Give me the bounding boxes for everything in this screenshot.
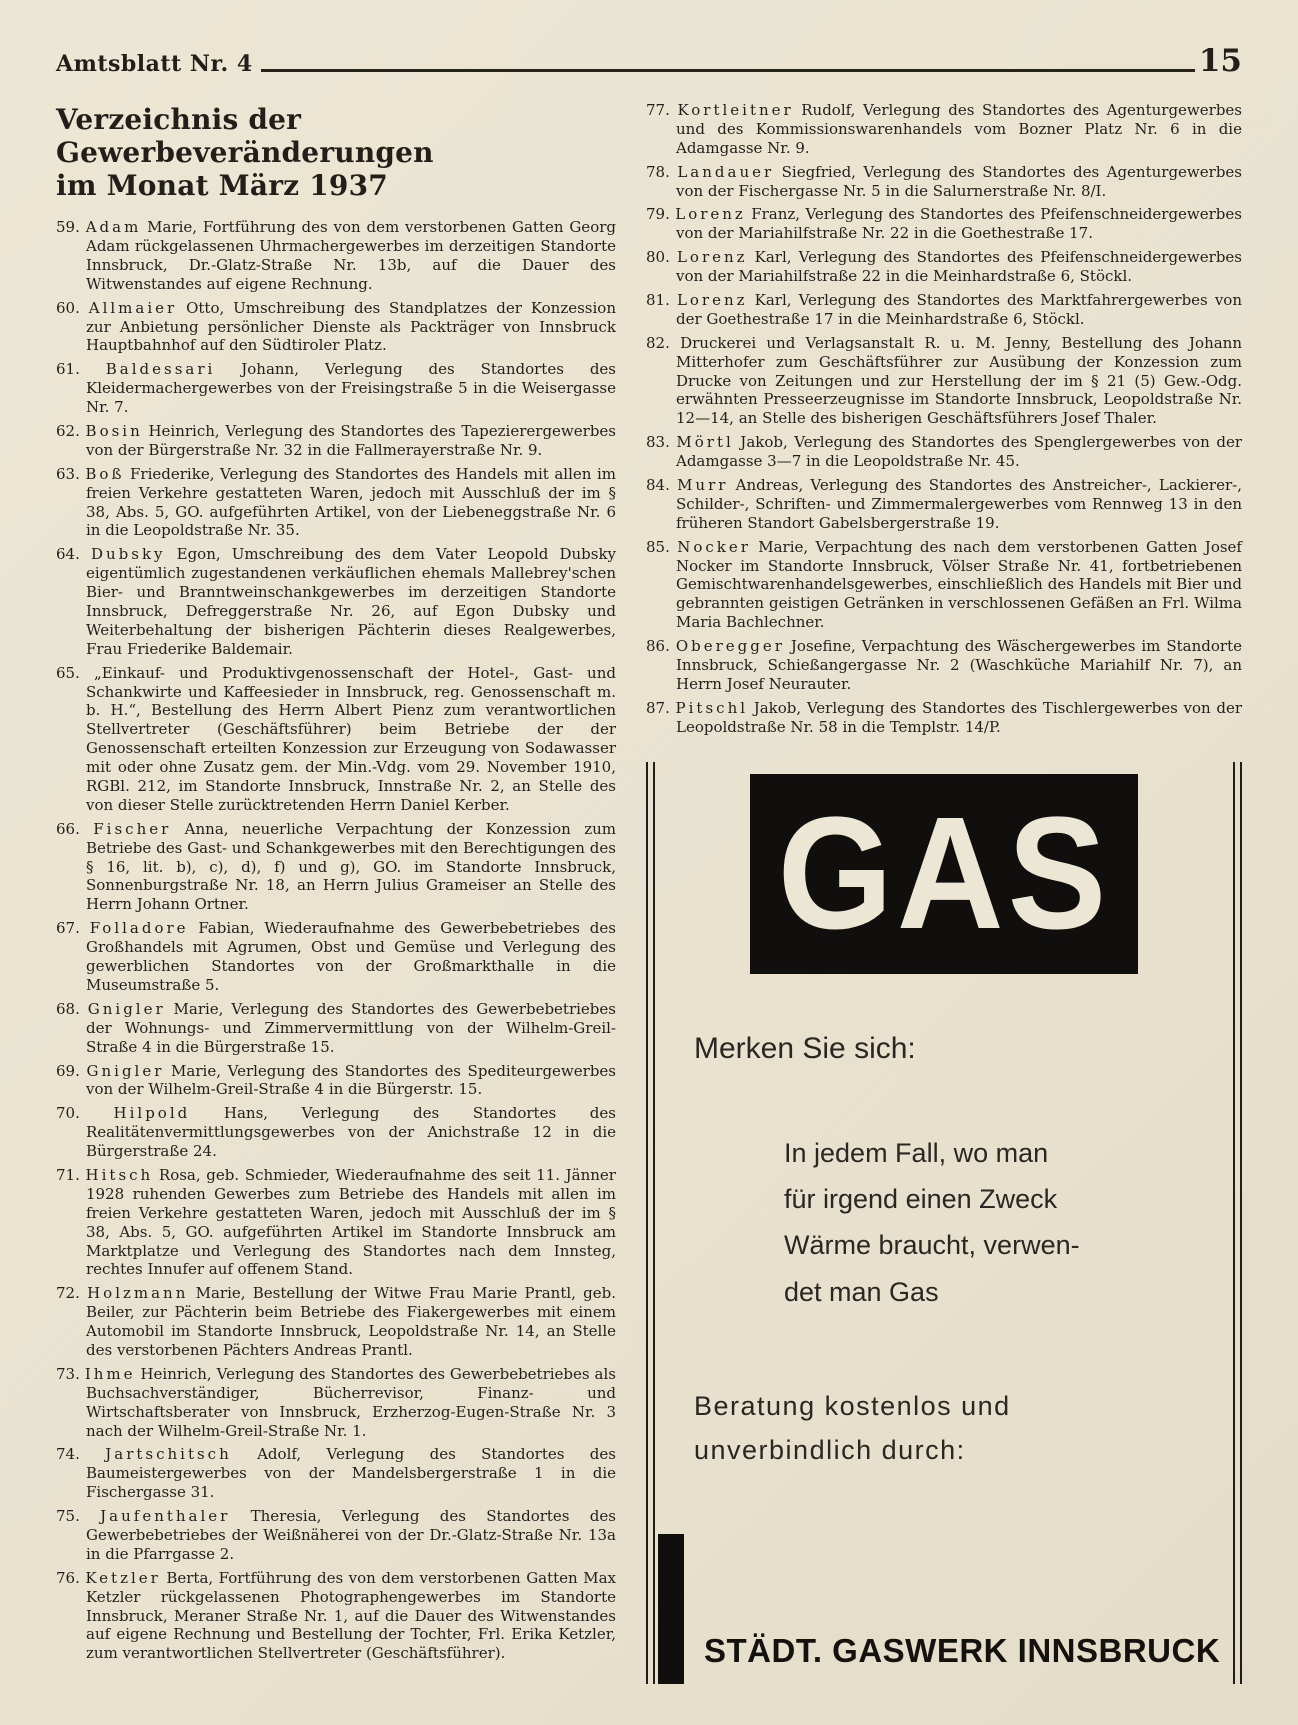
ad-company-name: STÄDT. GASWERK INNSBRUCK (704, 1632, 1221, 1669)
gazette-entry (56, 299, 616, 356)
gazette-entry (646, 699, 1242, 737)
entry-text: Theresia, Verlegung des Standortes des Gewerbebetriebes der Weißnäherei von der Dr.-Glatz-Straße Nr. 13a in die Pfarrgasse 2. (86, 1507, 616, 1563)
entry-name: Lorenz (675, 205, 746, 224)
ad-right-rule (1233, 762, 1242, 1684)
entry-number: 67. (56, 919, 80, 938)
entry-text: Anna, neuerliche Verpachtung der Konzession zum Betriebe des Gast- und Schankgewerbes mit den Berechtigungen des § 16, lit. b), c), d), f) und g), GO. im Standorte Innsbruck, Sonnenburgstraße Nr. 18, an Herrn Julius Grameiser an Stelle des Herrn Johann Ortner. (86, 819, 616, 914)
gazette-entry (56, 1365, 616, 1441)
ad-body-line: In jedem Fall, wo man (784, 1137, 1049, 1168)
entry-text: Marie, Bestellung der Witwe Frau Marie Prantl, geb. Beiler, zur Pächterin beim Betriebe des Fiakergewerbes mit einem Automobil im Standorte Innsbruck, Leopoldstraße Nr. 14, an Stelle des verstorbenen Pächters Andreas Prantl. (86, 1284, 616, 1359)
entry-number: 70. (56, 1104, 80, 1123)
entry-text: Hans, Verlegung des Standortes des Realitätenvermittlungsgewerbes von der Anichstraße 12 in die Bürgerstraße 24. (86, 1104, 616, 1161)
entry-name: Boß (85, 464, 125, 483)
entry-number: 71. (56, 1165, 80, 1184)
entry-name: Baldessari (105, 360, 216, 379)
entry-number: 72. (56, 1284, 80, 1303)
entry-name: Murr (677, 476, 729, 495)
ad-left-rule (646, 762, 655, 1684)
entry-text: Josefine, Verpachtung des Wäschergewerbes im Standorte Innsbruck, Schießangergasse Nr. 2 (Waschküche Mariahilf Nr. 7), an Herrn Josef Neurauter. (676, 637, 1242, 693)
gazette-entry (56, 1000, 616, 1057)
section-title-line2: im Monat März 1937 (56, 169, 388, 203)
entry-name: Jartschitsch (105, 1445, 232, 1464)
entry-number: 74. (56, 1445, 80, 1464)
gazette-entry (646, 476, 1242, 533)
entry-text: Heinrich, Verlegung des Standortes des Gewerbebetriebes als Buchsachverständiger, Bücherrevisor, Finanz- und Wirtschaftsberater von Innsbruck, Erzherzog-Eugen-Straße Nr. 3 nach der Wilhelm-Greil-Straße Nr. 1. (86, 1364, 616, 1440)
ad-company-row (658, 1534, 1221, 1684)
gazette-entry (646, 163, 1242, 201)
ad-heading: Merken Sie sich: (694, 1031, 916, 1065)
entry-text: Johann, Verlegung des Standortes des Kleidermachergewerbes von der Freisingstraße 5 in die Weisergasse Nr. 7. (86, 360, 616, 417)
entry-name: Lorenz (676, 248, 748, 267)
gazette-entry (56, 664, 616, 815)
right-entries (646, 101, 1242, 742)
entry-text: Marie, Fortführung des von dem verstorbenen Gatten Georg Adam rückgelassenen Uhrmachergewerbes im derzeitigen Standorte Innsbruck, Dr.-Glatz-Straße Nr. 13b, auf die Dauer des Witwenstandes auf eigene Rechnung. (86, 218, 616, 293)
gazette-entry (646, 637, 1242, 694)
ad-body-line: det man Gas (784, 1276, 939, 1307)
gazette-entry (56, 465, 616, 541)
gazette-entry (646, 248, 1242, 286)
gazette-entry (646, 101, 1242, 158)
entry-name: Kortleitner (677, 101, 794, 119)
entry-text: Adolf, Verlegung des Standortes des Baumeistergewerbes von der Mandelsbergerstraße 1 in die Fischergasse 31. (86, 1445, 616, 1502)
entry-name: Jaufenthaler (100, 1507, 231, 1526)
entry-name: Holzmann (87, 1284, 189, 1303)
gazette-entry (56, 360, 616, 417)
entry-name: Folladore (89, 919, 189, 938)
gazette-entry (56, 422, 616, 460)
ad-bottom-bar (658, 1534, 684, 1684)
entry-name: Dubsky (90, 545, 166, 564)
masthead: Amtsblatt Nr. 4 (56, 51, 253, 77)
right-column (646, 101, 1242, 1684)
entry-text: Fabian, Wiederaufnahme des Gewerbebetriebes des Großhandels mit Agrumen, Obst und Gemüse und Verlegung des gewerblichen Standortes von der Großmarkthalle in die Museumstraße 5. (86, 919, 616, 994)
entry-name: Fischer (93, 819, 172, 838)
entry-text: Siegfried, Verlegung des Standortes des Agenturgewerbes von der Fischergasse Nr. 5 in die Salurnerstraße Nr. 8/I. (676, 162, 1242, 200)
gazette-entry (56, 1166, 616, 1279)
section-title (56, 103, 616, 202)
entry-text: Karl, Verlegung des Standortes des Pfeifenschneidergewerbes von der Mariahilfstraße 22 in die Meinhardstraße 6, Stöckl. (676, 248, 1242, 286)
entry-number: 85. (646, 537, 670, 556)
entry-text: Andreas, Verlegung des Standortes des Anstreicher-, Lackierer-, Schilder-, Schriften- und Zimmermalergewerbes vom Rennweg 13 in den früheren Standort Gabelsbergerstraße 19. (676, 476, 1242, 532)
entry-number: 61. (56, 360, 80, 379)
gas-advertisement (646, 762, 1242, 1684)
entry-name: Pitschl (675, 698, 749, 717)
entry-number: 59. (56, 218, 80, 237)
entry-text: Jakob, Verlegung des Standortes des Spenglergewerbes von der Adamgasse 3—7 in die Leopoldstraße Nr. 45. (676, 433, 1242, 471)
entry-text: Berta, Fortführung des von dem verstorbenen Gatten Max Ketzler rückgelassenen Photographengewerbes im Standorte Innsbruck, Meraner Straße Nr. 1, auf die Dauer des Witwenstandes auf eigene Rechnung und Bestellung der Tochter, Frl. Erika Ketzler, zum verantwortlichen Stellvertreter (Geschäftsführer). (86, 1568, 616, 1663)
entry-text: „Einkauf- und Produktivgenossenschaft der Hotel-, Gast- und Schankwirte und Kaffeesieder in Innsbruck, reg. Genossenschaft m. b. H.“, Bestellung des Herrn Albert Pienz zum verantwortlichen Stellvertreter (Geschäftsführer) beim Betriebe der der Genossenschaft erteilten Konzession zur Erzeugung von Sodawasser mit oder ohne Zusatz gem. der Min.-Vdg. vom 29. November 1910, RGBl. 212, im Standorte Innsbruck, Innstraße Nr. 2, an Stelle des von dieser Stelle zurücktretenden Herrn Daniel Kerber. (86, 663, 616, 814)
left-entries (56, 218, 616, 1663)
entry-text: Rosa, geb. Schmieder, Wiederaufnahme des seit 11. Jänner 1928 ruhenden Gewerbes zum Betriebe des Handels mit allen im freien Verkehre gestatteten Waren, jedoch mit Ausschluß der im § 38, Abs. 5, GO. aufgeführten Artikel im Standorte Innsbruck am Marktplatze und Verlegung des Standortes nach dem Innsteg, rechtes Innufer auf offenem Stand. (86, 1165, 616, 1279)
gazette-entry (56, 1569, 616, 1663)
entry-number: 62. (56, 422, 80, 440)
entry-number: 66. (56, 819, 80, 838)
entry-text: Friederike, Verlegung des Standortes des Handels mit allen im freien Verkehre gestatteten Waren, jedoch mit Ausschluß der im § 38, Abs. 5, GO. aufgeführten Artikel, von der Liebeneggstraße Nr. 6 in die Leopoldstraße Nr. 35. (86, 464, 616, 540)
gazette-entry (56, 1284, 616, 1360)
entry-text: Karl, Verlegung des Standortes des Marktfahrergewerbes von der Goethestraße 17 in die Meinhardstraße 6, Stöckl. (676, 291, 1242, 328)
page-header (56, 43, 1242, 79)
entry-number: 78. (646, 162, 670, 181)
entry-number: 87. (646, 698, 670, 717)
entry-name: Adam (85, 218, 142, 237)
ad-body-line: Wärme braucht, verwen- (784, 1230, 1080, 1261)
gazette-entry (56, 919, 616, 995)
gazette-entry (646, 205, 1242, 243)
entry-text: Heinrich, Verlegung des Standortes des Tapezierergewerbes von der Bürgerstraße Nr. 32 in die Fallmerayerstraße Nr. 9. (86, 422, 616, 459)
entry-name: Allmaier (88, 298, 178, 317)
entry-text: Druckerei und Verlagsanstalt R. u. M. Jenny, Bestellung des Johann Mitterhofer zum Geschäftsführer zur Ausübung der Konzession zum Drucke von Zeitungen und zur Herstellung der im § 21 (5) Gew.-Odg. erwähnten Presseerzeugnisse im Standorte Innsbruck, Leopoldstraße Nr. 12—14, an Stelle des bisherigen Geschäftsführers Josef Thaler. (676, 333, 1242, 428)
entry-number: 64. (56, 545, 80, 564)
entry-name: Hitsch (85, 1165, 154, 1184)
entry-name: Bosin (85, 422, 143, 440)
gazette-entry (56, 1445, 616, 1502)
two-column-layout (56, 101, 1242, 1684)
entry-text: Franz, Verlegung des Standortes des Pfeifenschneidergewerbes von der Mariahilfstraße Nr. 22 in die Goethestraße 17. (676, 205, 1242, 243)
entry-number: 68. (56, 999, 80, 1018)
entry-text: Egon, Umschreibung des dem Vater Leopold Dubsky eigentümlich zugestandenen verkäuflichen ehemals Mallebrey'schen Bier- und Branntweinschankgewerbes im derzeitigen Standorte Innsbruck, Defreggerstraße Nr. 26, auf Egon Dubsky und Weiterbehaltung der bisherigen Pächterin dieses Realgewerbes, Frau Friederike Baldemair. (86, 545, 617, 658)
entry-name: Mörtl (676, 433, 734, 452)
entry-number: 79. (646, 205, 670, 224)
ad-body-line: für irgend einen Zweck (784, 1184, 1058, 1215)
entry-number: 80. (646, 248, 670, 267)
entry-name: Gnigler (87, 999, 166, 1018)
entry-number: 76. (56, 1568, 80, 1587)
entry-name: Nocker (677, 537, 751, 556)
gazette-entry (646, 433, 1242, 471)
entry-number: 63. (56, 464, 80, 483)
page-number: 15 (1198, 43, 1242, 79)
ad-body-text (784, 1130, 1216, 1316)
gas-logo-box (750, 774, 1138, 974)
entry-number: 75. (56, 1507, 80, 1526)
gas-logo-text: GAS (777, 783, 1111, 963)
gazette-entry (56, 1104, 616, 1161)
left-column (56, 101, 616, 1684)
entry-number: 84. (646, 476, 670, 495)
entry-name: Lorenz (676, 291, 748, 310)
entry-text: Otto, Umschreibung des Standplatzes der Konzession zur Anbietung persönlicher Dienste als Packträger von Innsbruck Hauptbahnhof auf den Südtiroler Platz. (86, 298, 616, 355)
ad-contact-line: unverbindlich durch: (694, 1435, 966, 1466)
gazette-entry (646, 291, 1242, 329)
entry-number: 86. (646, 637, 670, 656)
header-rule (261, 69, 1195, 72)
entry-name: Hilpold (113, 1104, 191, 1123)
entry-name: Landauer (677, 162, 775, 181)
entry-name: Oberegger (675, 637, 785, 656)
entry-number: 77. (646, 101, 670, 119)
entry-text: Marie, Verpachtung des nach dem verstorbenen Gatten Josef Nocker im Standorte Innsbruck, Völser Straße Nr. 41, fortbetriebenen Gemischtwarenhandelsgewerbes, einschließlich des Handels mit Bier und gebrannten geistigen Getränken in verschlossenen Gefäßen an Frl. Wilma Maria Bachlechner. (676, 537, 1242, 632)
gazette-entry (56, 820, 616, 914)
entry-number: 82. (646, 333, 670, 352)
ad-contact-line: Beratung kostenlos und (694, 1391, 1011, 1422)
entry-number: 65. (56, 663, 80, 682)
entry-name: Ihme (84, 1364, 136, 1383)
gazette-entry (56, 1507, 616, 1564)
entry-number: 69. (56, 1061, 80, 1080)
entry-text: Marie, Verlegung des Standortes des Gewerbebetriebes der Wohnungs- und Zimmervermittlung von der Wilhelm-Greil-Straße 4 in die Bürgerstraße 15. (86, 999, 616, 1056)
gazette-entry (56, 218, 616, 294)
entry-number: 60. (56, 298, 80, 317)
entry-name: Ketzler (85, 1568, 161, 1587)
gazette-entry (646, 334, 1242, 428)
gazette-entry (56, 545, 616, 658)
entry-text: Marie, Verlegung des Standortes des Spediteurgewerbes von der Wilhelm-Greil-Straße 4 in die Bürgerstr. 15. (86, 1061, 616, 1099)
entry-number: 83. (646, 433, 670, 452)
entry-name: Gnigler (86, 1061, 165, 1080)
gazette-entry (646, 538, 1242, 632)
entry-text: Jakob, Verlegung des Standortes des Tischlergewerbes von der Leopoldstraße Nr. 58 in die Templstr. 14/P. (676, 698, 1242, 736)
section-title-line1: Verzeichnis der Gewerbeveränderungen (56, 103, 434, 170)
entry-text: Rudolf, Verlegung des Standortes des Agenturgewerbes und des Kommissionswarenhandels vom Bozner Platz Nr. 6 in die Adamgasse Nr. 9. (676, 101, 1242, 157)
entry-number: 73. (56, 1364, 80, 1383)
gazette-entry (56, 1062, 616, 1100)
entry-number: 81. (646, 291, 670, 310)
ad-contact-text (694, 1385, 1216, 1472)
